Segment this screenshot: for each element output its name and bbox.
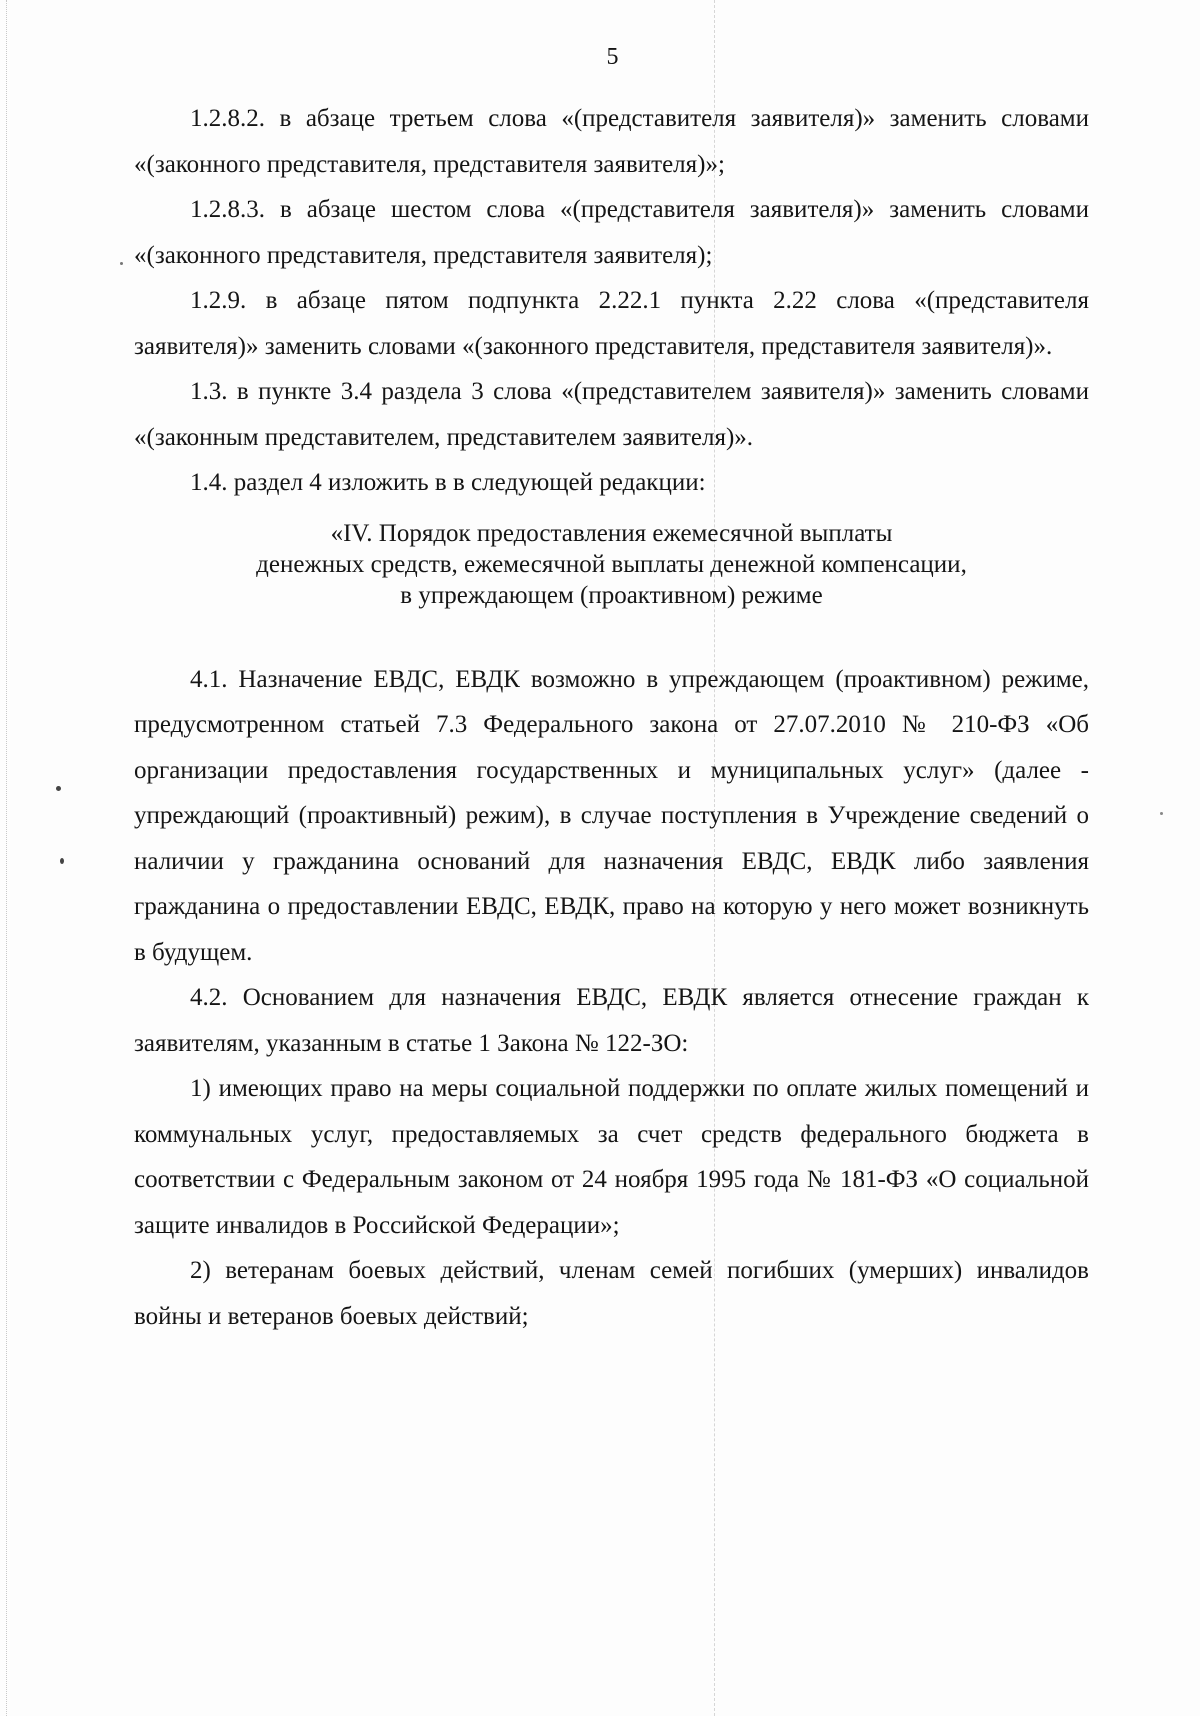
paragraph-1-2-8-2: 1.2.8.2. в абзаце третьем слова «(представителя заявителя)» заменить словами «(законного представителя, представителя заявителя)»; xyxy=(134,105,1089,178)
heading-line-3: в упреждающем (проактивном) режиме xyxy=(400,581,823,609)
list-item-1: 1) имеющих право на меры социальной поддержки по оплате жилых помещений и коммунальных услуг, предоставляемых за счет средств федерального бюджета в соответствии с Федеральным законом от 24 ноября 1995 года № 181-ФЗ «О социальной защите инвалидов в Российской Федерации»; xyxy=(134,1075,1089,1239)
scan-edge-line xyxy=(6,0,7,1716)
paragraph-1-3: 1.3. в пункте 3.4 раздела 3 слова «(представителем заявителя)» заменить словами «(законным представителем, представителем заявителя)». xyxy=(134,378,1089,451)
scan-speck xyxy=(60,858,64,864)
scan-speck xyxy=(120,262,123,265)
heading-line-1: «IV. Порядок предоставления ежемесячной выплаты xyxy=(330,519,893,547)
paragraph-4-1: 4.1. Назначение ЕВДС, ЕВДК возможно в упреждающем (проактивном) режиме, предусмотренном статьей 7.3 Федерального закона от 27.07.2010 № 210-ФЗ «Об организации предоставления государственных и муниципальных услуг» (далее - упреждающий (проактивный) режим), в случае поступления в Учреждение сведений о наличии у гражданина оснований для назначения ЕВДС, ЕВДК либо заявления гражданина о предоставлении ЕВДС, ЕВДК, право на которую у него может возникнуть в будущем. xyxy=(134,665,1089,966)
spacer xyxy=(134,611,1089,657)
paragraph-1-2-9: 1.2.9. в абзаце пятом подпункта 2.22.1 пункта 2.22 слова «(представителя заявителя)» заменить словами «(законного представителя, представителя заявителя)». xyxy=(134,287,1089,360)
scan-speck xyxy=(1160,812,1163,815)
page-number: 5 xyxy=(606,44,619,70)
scan-speck xyxy=(56,786,61,791)
paragraph-1-2-8-3: 1.2.8.3. в абзаце шестом слова «(представителя заявителя)» заменить словами «(законного представителя, представителя заявителя); xyxy=(134,196,1089,269)
section-heading xyxy=(134,518,1089,611)
heading-line-2: денежных средств, ежемесячной выплаты денежной компенсации, xyxy=(256,550,967,578)
document-body xyxy=(134,96,1089,1339)
paragraph-4-2: 4.2. Основанием для назначения ЕВДС, ЕВДК является отнесение граждан к заявителям, указанным в статье 1 Закона № 122-ЗО: xyxy=(134,984,1089,1057)
paragraph-1-4: 1.4. раздел 4 изложить в в следующей редакции: xyxy=(190,469,706,496)
list-item-2: 2) ветеранам боевых действий, членам семей погибших (умерших) инвалидов войны и ветеранов боевых действий; xyxy=(134,1257,1089,1330)
